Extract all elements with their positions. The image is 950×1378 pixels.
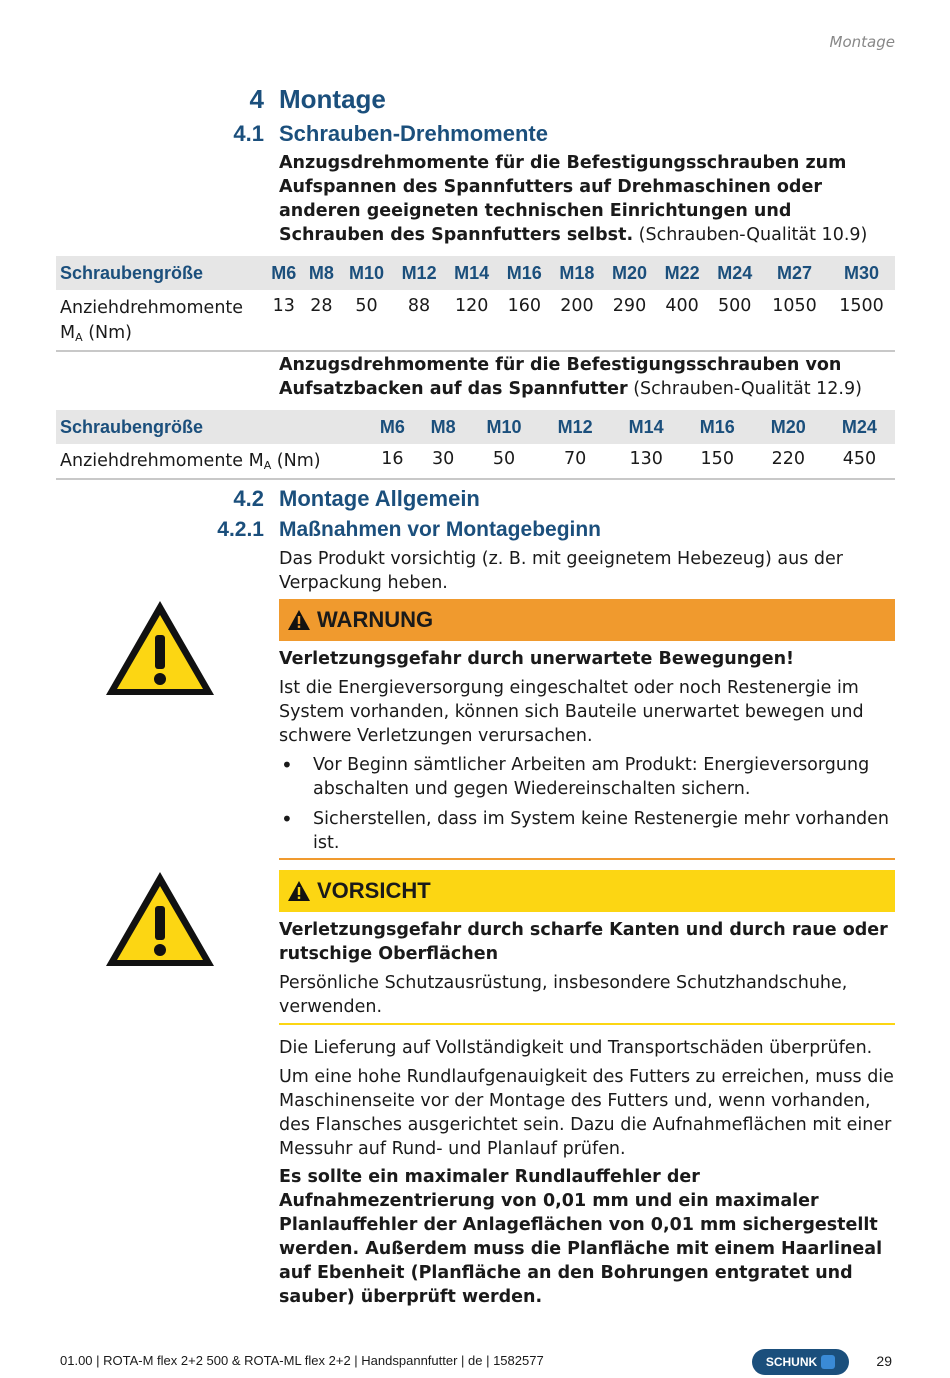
- table-cell: 50: [355, 296, 378, 316]
- footer-doc-info: 01.00 | ROTA-M flex 2+2 500 & ROTA-ML flex 2+2 | Handspannfutter | de | 1582577: [60, 1353, 544, 1368]
- row-label-sub: A: [75, 331, 83, 344]
- table-header-size: M24: [824, 410, 895, 444]
- table-cell: 200: [560, 296, 594, 316]
- table-header-size: M12: [393, 256, 446, 290]
- caution-headline: Verletzungsgefahr durch scharfe Kanten und durch raue oder rutschige Oberflächen: [279, 920, 888, 964]
- warning-text: Ist die Energieversorgung eingeschaltet oder noch Restenergie im System vorhanden, können sich Bauteile unerwartet bewegen und schwere Verletzungen verursachen.: [279, 678, 864, 746]
- delivery-check-paragraph: Die Lieferung auf Vollständigkeit und Transportschäden überprüfen.: [279, 1038, 873, 1058]
- table-cell: 500: [718, 296, 752, 316]
- logo-mark-icon: [821, 1355, 835, 1369]
- logo-text: SCHUNK: [765, 1355, 818, 1369]
- torque-intro-2-quality: (Schrauben-Qualität 12.9): [627, 379, 862, 399]
- torque-table-1: [56, 256, 895, 352]
- warning-end-rule: [279, 858, 895, 860]
- section-title: Maßnahmen vor Montagebeginn: [279, 518, 602, 541]
- warning-triangle-icon: [103, 598, 217, 698]
- running-head: Montage: [829, 33, 895, 51]
- table-cell: 450: [842, 449, 877, 469]
- warning-bullet-list: [279, 753, 895, 861]
- caution-triangle-icon: [103, 869, 217, 969]
- list-item: • Sicherstellen, dass im System keine Restenergie mehr vorhanden ist.: [279, 807, 895, 855]
- torque-intro-1-quality: (Schrauben-Qualität 10.9): [633, 225, 868, 245]
- schunk-logo: [752, 1349, 849, 1375]
- table-row: [56, 444, 895, 479]
- table-header-size: M18: [551, 256, 604, 290]
- row-label: [56, 290, 265, 351]
- table-header-size: M20: [753, 410, 824, 444]
- table-header-size: M27: [761, 256, 828, 290]
- table-cell: 1500: [839, 296, 884, 316]
- torque-intro-2: [279, 353, 899, 401]
- table-header-size: M12: [540, 410, 611, 444]
- table-header-size: M10: [469, 410, 540, 444]
- table-cell: 30: [432, 449, 455, 469]
- table-cell: 160: [507, 296, 541, 316]
- table-cell: 50: [492, 449, 516, 469]
- table-header-label: Schraubengröße: [56, 256, 265, 290]
- row-label-unit: (Nm): [271, 451, 321, 471]
- table-header-size: M14: [611, 410, 682, 444]
- table-header-size: M10: [340, 256, 393, 290]
- tolerance-paragraph: Es sollte ein maximaler Rundlauffehler der Aufnahmezentrierung von 0,01 mm und ein maximaler Planlauffehler der Anlageflächen von 0,01 mm sichergestellt werden. Außerdem muss die Planfläche mit einem Haarlineal auf Ebenheit (Planfläche an den Bohrungen entgratet und sauber) überprüft werden.: [279, 1167, 883, 1307]
- caution-end-rule: [279, 1023, 895, 1025]
- row-label-main: Anziehdrehmomente M: [60, 451, 264, 471]
- chapter-title: Montage: [279, 84, 386, 114]
- row-label-unit: (Nm): [82, 323, 132, 343]
- table-cell: 290: [612, 296, 647, 316]
- caution-small-icon: [287, 880, 311, 902]
- table-cell: 16: [381, 449, 404, 469]
- table-header-size: M30: [828, 256, 895, 290]
- unpack-paragraph: Das Produkt vorsichtig (z. B. mit geeignetem Hebezeug) aus der Verpackung heben.: [279, 549, 843, 593]
- torque-intro-2-bold: Anzugsdrehmomente für die Befestigungsschrauben von Aufsatzbacken auf das Spannfutter: [279, 355, 842, 399]
- caution-label: VORSICHT: [317, 878, 431, 903]
- table-cell: 220: [771, 449, 806, 469]
- table-cell: 120: [454, 296, 489, 316]
- section-heading-4-2-1: [0, 518, 950, 546]
- table-cell: 28: [310, 296, 333, 316]
- section-number: 4.2: [233, 486, 264, 511]
- section-title: Montage Allgemein: [279, 486, 480, 511]
- caution-text: Persönliche Schutzausrüstung, insbesondere Schutzhandschuhe, verwenden.: [279, 973, 848, 1017]
- table-header-row: [56, 256, 895, 290]
- chapter-heading: [0, 84, 950, 116]
- table-cell: 1050: [772, 296, 817, 316]
- warning-small-icon: [287, 609, 311, 631]
- list-item: • Vor Beginn sämtlicher Arbeiten am Produkt: Energieversorgung abschalten und gegen Wiedereinschalten sichern.: [279, 753, 895, 801]
- section-heading-4-1: [0, 121, 950, 149]
- table-header-size: M20: [603, 256, 656, 290]
- row-label: [56, 444, 367, 479]
- table-header-size: M8: [418, 410, 469, 444]
- chapter-number: 4: [249, 84, 264, 114]
- table-header-size: M16: [498, 256, 551, 290]
- table-row: [56, 290, 895, 351]
- table-header-size: M16: [682, 410, 753, 444]
- warning-banner: [279, 599, 895, 641]
- section-number: 4.1: [233, 121, 264, 146]
- table-header-size: M22: [656, 256, 709, 290]
- table-cell: 400: [665, 296, 699, 316]
- section-number: 4.2.1: [217, 518, 264, 541]
- table-header-size: M6: [265, 256, 303, 290]
- table-cell: 150: [700, 449, 734, 469]
- page-number: 29: [876, 1353, 892, 1369]
- row-label-sub: A: [263, 459, 272, 472]
- table-header-size: M14: [445, 256, 498, 290]
- table-header-label: Schraubengröße: [56, 410, 367, 444]
- table-cell: 130: [629, 449, 663, 469]
- warning-label: WARNUNG: [317, 607, 434, 632]
- table-header-size: M24: [708, 256, 761, 290]
- caution-banner: [279, 870, 895, 912]
- table-cell: 88: [407, 296, 431, 316]
- table-header-row: [56, 410, 895, 444]
- table-header-size: M6: [367, 410, 418, 444]
- table-header-size: M8: [303, 256, 341, 290]
- section-title: Schrauben-Drehmomente: [279, 121, 548, 146]
- row-label-m: M: [60, 323, 76, 343]
- torque-table-2: [56, 410, 895, 480]
- table-cell: 13: [272, 296, 295, 316]
- torque-intro-1-bold: Anzugsdrehmomente für die Befestigungsschrauben zum Aufspannen des Spannfutters auf Drehmaschinen oder anderen geeigneten technischen Einrichtungen und Schrauben des Spannfutters selbst.: [279, 153, 847, 245]
- alignment-paragraph: Um eine hohe Rundlaufgenauigkeit des Futters zu erreichen, muss die Maschinenseite vor der Montage des Futters und, wenn vorhanden, des Flansches ausgerichtet sein. Dazu die Aufnahmeflächen mit einer Messuhr auf Rund- und Planlauf prüfen.: [279, 1067, 894, 1159]
- warning-headline: Verletzungsgefahr durch unerwartete Bewegungen!: [279, 649, 795, 669]
- torque-intro-1: [279, 151, 899, 247]
- section-heading-4-2: [0, 486, 950, 514]
- table-cell: 70: [563, 449, 587, 469]
- row-label-main: Anziehdrehmomente: [60, 298, 244, 318]
